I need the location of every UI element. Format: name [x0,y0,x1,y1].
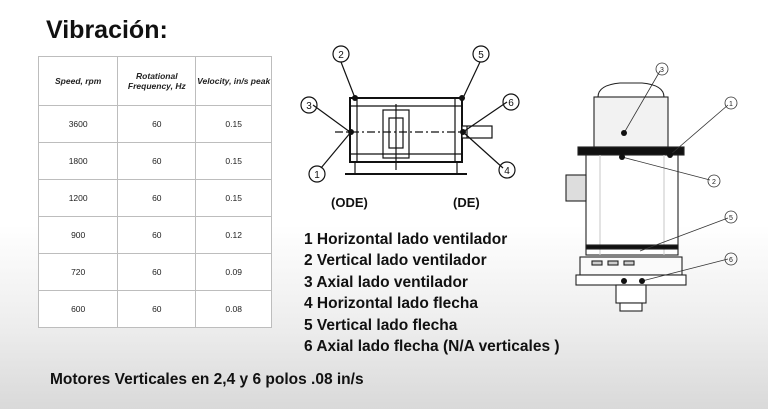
vertical-motor-diagram [560,55,750,320]
cell-velocity: 0.15 [196,106,272,143]
cell-velocity: 0.15 [196,143,272,180]
point-label-2: 2 [338,50,344,61]
list-item: 6 Axial lado flecha (N/A verticales ) [304,338,560,356]
cell-speed: 1800 [39,143,118,180]
cell-speed: 720 [39,254,118,291]
table-row [39,291,272,328]
table-row [39,180,272,217]
cell-velocity: 0.15 [196,180,272,217]
vertical-point-label-6: 6 [729,257,733,264]
table-header-row [39,57,272,106]
cell-speed: 900 [39,217,118,254]
cell-velocity: 0.12 [196,217,272,254]
table-row [39,143,272,180]
table-row [39,217,272,254]
cell-speed: 600 [39,291,118,328]
cell-frequency: 60 [118,143,196,180]
point-label-4: 4 [504,166,510,177]
point-label-6: 6 [508,98,514,109]
cell-velocity: 0.08 [196,291,272,328]
list-item: 5 Vertical lado flecha [304,316,458,334]
vertical-point-label-5: 5 [729,215,733,222]
cell-velocity: 0.09 [196,254,272,291]
list-item: 1 Horizontal lado ventilador [304,231,508,248]
footer-note: Motores Verticales en 2,4 y 6 polos .08 in/s [50,371,364,388]
cell-frequency: 60 [118,291,196,328]
vertical-point-label-3: 3 [660,67,664,74]
point-label-3: 3 [306,101,312,112]
list-item: 4 Horizontal lado flecha [304,295,478,313]
vertical-point-label-1: 1 [729,101,733,108]
cell-frequency: 60 [118,106,196,143]
cell-speed: 3600 [39,106,118,143]
header-frequency: Rotational Frequency, Hz [118,57,196,106]
point-label-5: 5 [478,50,484,61]
table-row [39,106,272,143]
slide-title: Vibración: [46,16,168,44]
cell-frequency: 60 [118,217,196,254]
measurement-point-list [304,229,560,357]
cell-frequency: 60 [118,254,196,291]
vibration-table [38,56,272,328]
list-item: 2 Vertical lado ventilador [304,252,487,270]
horizontal-motor-diagram [295,40,535,220]
vertical-point-label-2: 2 [712,179,716,186]
ode-label: (ODE) [331,195,368,210]
header-speed: Speed, rpm [39,57,118,106]
list-item: 3 Axial lado ventilador [304,273,468,291]
de-label: (DE) [453,195,480,210]
table-row [39,254,272,291]
cell-speed: 1200 [39,180,118,217]
point-label-1: 1 [314,170,320,181]
cell-frequency: 60 [118,180,196,217]
header-velocity: Velocity, in/s peak [196,57,272,106]
